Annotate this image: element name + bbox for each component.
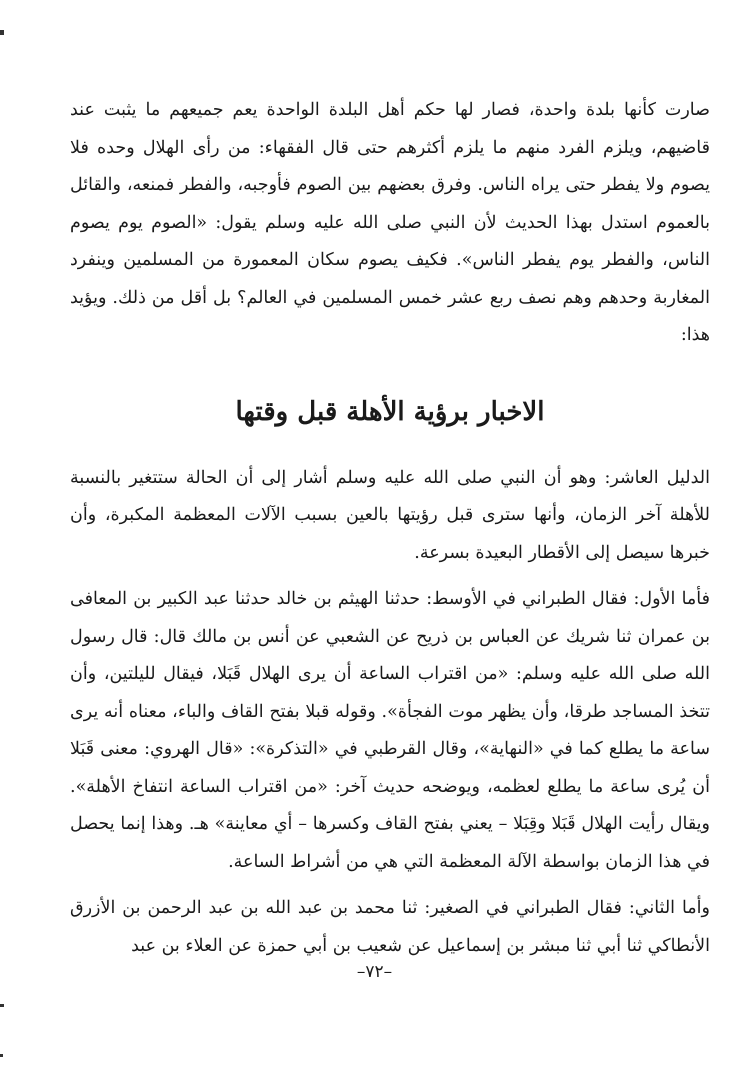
paragraph: فأما الأول: فقال الطبراني في الأوسط: حدثنا الهيثم بن خالد حدثنا عبد الكبير بن المعافى بن عمران ثنا شريك عن العباس بن ذريح عن الشعبي عن أنس بن مالك قال: قال رسول الله صلى الله عليه وسلم: «من اقتراب الساعة أن يرى الهلال قَبَلا، فيقال لليلتين، وأن تتخذ المساجد طرقا، وأن يظهر موت الفجأة». وقوله قبلا بفتح القاف والباء، معناه أنه يرى ساعة ما يطلع كما في «النهاية»، وقال القرطبي في «التذكرة»: «قال الهروي: معنى قَبَلا أن يُرى ساعة ما يطلع لعظمه، ويوضحه حديث آخر: «من اقتراب الساعة انتفاخ الأهلة». ويقال رأيت الهلال قَبَلا وقِبَلا – يعني بفتح القاف وكسرها – أي معاينة» هـ. وهذا إنما يحصل في هذا الزمان بواسطة الآلة المعظمة التي هي من أشراط الساعة. <box>70 589 710 872</box>
page-body <box>70 92 710 965</box>
scan-mark <box>0 1004 4 1007</box>
paragraph: وأما الثاني: فقال الطبراني في الصغير: ثنا محمد بن عبد الله بن عبد الرحمن بن الأزرق الأنطاكي ثنا أبي ثنا مبشر بن إسماعيل عن شعيب بن أبي حمزة عن العلاء بن عبد <box>70 898 710 956</box>
scan-mark <box>0 30 4 35</box>
section-heading: الاخبار برؤية الأهلة قبل وقتها <box>235 396 545 427</box>
paragraph: الدليل العاشر: وهو أن النبي صلى الله عليه وسلم أشار إلى أن الحالة ستتغير بالنسبة للأهلة آخر الزمان، وأنها سترى قبل رؤيتها بالعين بسبب الآلات المعظمة المكبرة، وأن خبرها سيصل إلى الأقطار البعيدة بسرعة. <box>70 467 710 563</box>
intro-paragraph: صارت كأنها بلدة واحدة، فصار لها حكم أهل البلدة الواحدة يعم جميعهم ما يثبت عند قاضيهم، ويلزم الفرد منهم ما يلزم أكثرهم حتى قال الفقهاء: من رأى الهلال وحده فلا يصوم ولا يفطر حتى يراه الناس. وفرق بعضهم بين الصوم فأوجبه، والفطر فمنعه، والقائل بالعموم استدل بهذا الحديث لأن النبي صلى الله عليه وسلم يقول: «الصوم يوم يصوم الناس، والفطر يوم يفطر الناس». فكيف يصوم سكان المعمورة من المسلمين وينفرد المغاربة وحدهم وهم نصف ربع عشر خمس المسلمين في العالم؟ بل أقل من ذلك. ويؤيد هذا: <box>70 100 710 345</box>
page-number: –٧٢– <box>356 962 393 982</box>
scan-mark <box>0 1054 3 1057</box>
